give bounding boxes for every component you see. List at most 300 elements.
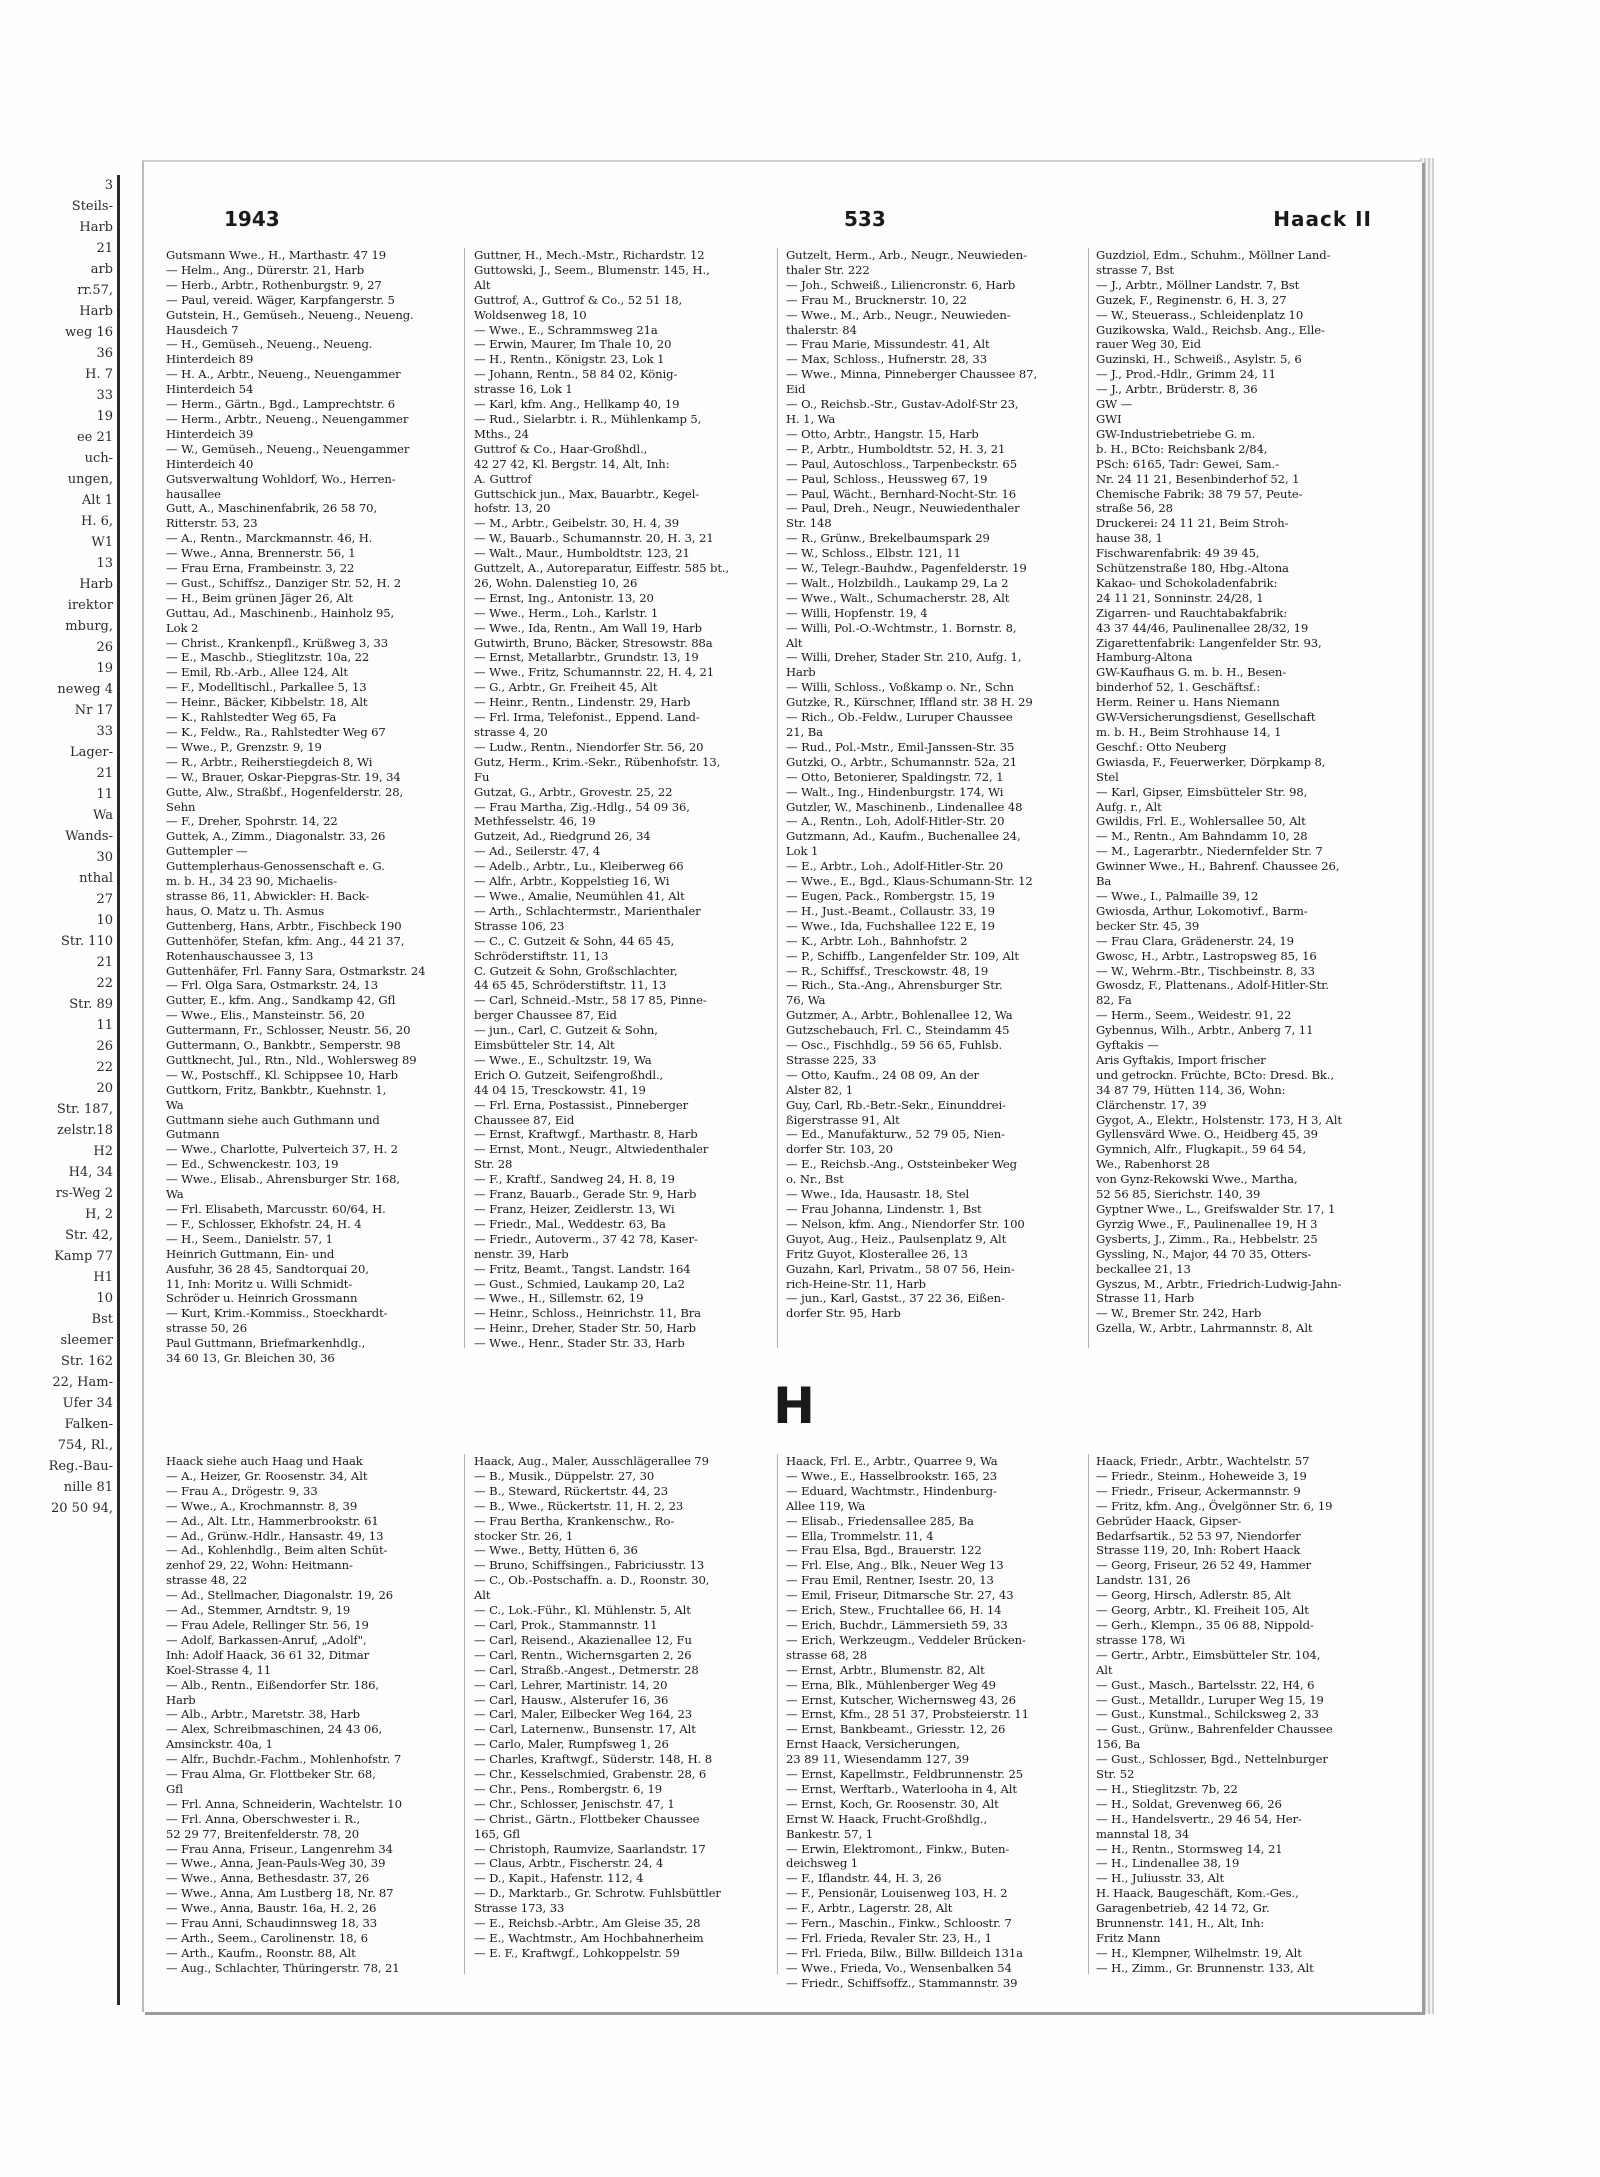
directory-entry-line: 33 bbox=[96, 388, 113, 403]
directory-entry-line: Gutter, E., kfm. Ang., Sandkamp 42, Gfl bbox=[166, 993, 396, 1008]
directory-entry-line: Schröderstiftstr. 11, 13 bbox=[474, 948, 609, 963]
directory-entry-line: — Wwe., M., Arb., Neugr., Neuwieden- bbox=[786, 307, 1011, 322]
directory-entry-line: — Otto, Arbtr., Hangstr. 15, Harb bbox=[786, 426, 979, 441]
directory-entry-line: — Ernst, Kfm., 28 51 37, Probsteierstr. 11 bbox=[786, 1707, 1029, 1722]
directory-entry-line: 44 04 15, Tresckowstr. 41, 19 bbox=[474, 1082, 646, 1097]
directory-entry-line: — Gust., Grünw., Bahrenfelder Chaussee bbox=[1096, 1722, 1333, 1737]
directory-entry-line: — Wwe., Anna, Am Lustberg 18, Nr. 87 bbox=[166, 1886, 394, 1901]
directory-entry-line: — Wwe., A., Krochmannstr. 8, 39 bbox=[166, 1498, 358, 1513]
directory-entry-line: Guttrof & Co., Haar-Großhdl., bbox=[474, 441, 648, 456]
directory-entry-line: — Chr., Schlosser, Jenischstr. 47, 1 bbox=[474, 1796, 675, 1811]
directory-entry-line: — Herm., Arbtr., Neueng., Neuengammer bbox=[166, 411, 409, 426]
directory-entry-line: Garagenbetrieb, 42 14 72, Gr. bbox=[1096, 1901, 1270, 1916]
directory-entry-line: — Fritz, Beamt., Tangst. Landstr. 164 bbox=[474, 1261, 691, 1276]
directory-entry-line: — W., Bauarb., Schumannstr. 20, H. 3, 21 bbox=[474, 531, 714, 546]
directory-entry-line: — Otto, Kaufm., 24 08 09, An der bbox=[786, 1067, 979, 1082]
directory-entry-line: Fritz Guyot, Klosterallee 26, 13 bbox=[786, 1246, 968, 1261]
directory-entry-line: — Eduard, Wachtmstr., Hindenburg- bbox=[786, 1483, 997, 1498]
directory-entry-line: — Nelson, kfm. Ang., Niendorfer Str. 100 bbox=[786, 1216, 1025, 1231]
directory-entry-line: — Carlo, Maler, Rumpfsweg 1, 26 bbox=[474, 1737, 669, 1752]
directory-entry-line: Gutmann bbox=[166, 1127, 220, 1142]
directory-entry-line: Gwiosda, Arthur, Lokomotivf., Barm- bbox=[1096, 903, 1308, 918]
directory-entry-line: — Erich, Buchdr., Lämmersieth 59, 33 bbox=[786, 1617, 1008, 1632]
directory-entry-line: Bankestr. 57, 1 bbox=[786, 1826, 874, 1841]
directory-entry-line: — A., Heizer, Gr. Roosenstr. 34, Alt bbox=[166, 1468, 368, 1483]
listing-column-top-1 bbox=[166, 248, 458, 1366]
directory-entry-line: — Charles, Kraftwgf., Süderstr. 148, H. 8 bbox=[474, 1752, 713, 1767]
directory-entry-line: — Paul, Wächt., Bernhard-Nocht-Str. 16 bbox=[786, 486, 1017, 501]
directory-entry-line: Herm. Reiner u. Hans Niemann bbox=[1096, 695, 1280, 710]
directory-entry-line: Strasse 11, Harb bbox=[1096, 1291, 1195, 1306]
directory-entry-line: — Ernst, Werftarb., Waterlooha in 4, Alt bbox=[786, 1781, 1017, 1796]
directory-entry-line: Gebrüder Haack, Gipser- bbox=[1096, 1513, 1242, 1528]
directory-entry-line: Gyssling, N., Major, 44 70 35, Otters- bbox=[1096, 1246, 1312, 1261]
directory-entry-line: Bst bbox=[91, 1312, 113, 1327]
directory-entry-line: Guttek, A., Zimm., Diagonalstr. 33, 26 bbox=[166, 829, 386, 844]
directory-entry-line: — H. A., Arbtr., Neueng., Neuengammer bbox=[166, 367, 401, 382]
directory-entry-line: rauer Weg 30, Eid bbox=[1096, 337, 1201, 352]
directory-entry-line: — Frau Clara, Grädenerstr. 24, 19 bbox=[1096, 933, 1294, 948]
column-rule bbox=[464, 1454, 465, 1974]
directory-entry-line: GW-Versicherungsdienst, Gesellschaft bbox=[1096, 710, 1316, 725]
directory-entry-line: Lok 1 bbox=[786, 844, 819, 859]
directory-entry-line: — Elisab., Friedensallee 285, Ba bbox=[786, 1513, 974, 1528]
directory-entry-line: o. Nr., Bst bbox=[786, 1172, 844, 1187]
directory-entry-line: Methfesselstr. 46, 19 bbox=[474, 814, 596, 829]
directory-entry-line: Guttschick jun., Max, Bauarbtr., Kegel- bbox=[474, 486, 700, 501]
directory-entry-line: — Arth., Seem., Carolinenstr. 18, 6 bbox=[166, 1931, 368, 1945]
directory-entry-line: Rotenhauschaussee 3, 13 bbox=[166, 948, 314, 963]
directory-entry-line: 23 89 11, Wiesendamm 127, 39 bbox=[786, 1752, 970, 1767]
directory-entry-line: — Carl, Laternenw., Bunsenstr. 17, Alt bbox=[474, 1722, 696, 1737]
directory-entry-line: — Willi, Dreher, Stader Str. 210, Aufg. 1, bbox=[786, 650, 1022, 665]
directory-entry-line: — Ad., Stellmacher, Diagonalstr. 19, 26 bbox=[166, 1588, 394, 1603]
directory-entry-line: H1 bbox=[93, 1270, 113, 1285]
directory-entry-line: Koel-Strasse 4, 11 bbox=[166, 1662, 272, 1677]
directory-entry-line: — Max, Schloss., Hufnerstr. 28, 33 bbox=[786, 352, 987, 367]
directory-entry-line: — Walt., Ing., Hindenburgstr. 174, Wi bbox=[786, 784, 1004, 799]
directory-entry-line: — Wwe., Charlotte, Pulverteich 37, H. 2 bbox=[166, 1142, 398, 1157]
directory-entry-line: Nr 17 bbox=[74, 703, 113, 718]
directory-entry-line: — Ella, Trommelstr. 11, 4 bbox=[786, 1528, 934, 1543]
page-edge bbox=[1420, 158, 1434, 2014]
directory-entry-line: — Wwe., Ida, Rentn., Am Wall 19, Harb bbox=[474, 620, 702, 635]
directory-entry-line: — Franz, Heizer, Zeidlerstr. 13, Wi bbox=[474, 1202, 675, 1216]
directory-entry-line: strasse 16, Lok 1 bbox=[474, 382, 573, 397]
directory-entry-line: H, 2 bbox=[85, 1207, 113, 1222]
directory-entry-line: Str. 89 bbox=[69, 997, 113, 1012]
directory-entry-line: PSch: 6165, Tadr: Gewei, Sam.- bbox=[1096, 456, 1279, 471]
directory-entry-line: Guttrof, A., Guttrof & Co., 52 51 18, bbox=[474, 292, 683, 307]
directory-entry-line: 36 bbox=[96, 346, 113, 361]
directory-entry-line: Guttner, H., Mech.-Mstr., Richardstr. 12 bbox=[474, 248, 705, 262]
directory-entry-line: strasse 86, 11, Abwickler: H. Back- bbox=[166, 888, 370, 903]
directory-entry-line: — Wwe., Anna, Jean-Pauls-Weg 30, 39 bbox=[166, 1856, 386, 1871]
directory-entry-line: W1 bbox=[91, 535, 113, 550]
directory-entry-line: — Frl. Erna, Postassist., Pinneberger bbox=[474, 1097, 689, 1112]
directory-entry-line: Gutte, Alw., Straßbf., Hogenfelderstr. 28, bbox=[166, 784, 404, 799]
directory-entry-line: — Wwe., P., Grenzstr. 9, 19 bbox=[166, 739, 322, 754]
directory-entry-line: — H., Klempner, Wilhelmstr. 19, Alt bbox=[1096, 1945, 1302, 1960]
directory-entry-line: — W., Wehrm.-Btr., Tischbeinstr. 8, 33 bbox=[1096, 963, 1315, 978]
directory-entry-line: — Frau Adele, Rellinger Str. 56, 19 bbox=[166, 1617, 369, 1632]
directory-entry-line: — H., Zimm., Gr. Brunnenstr. 133, Alt bbox=[1096, 1960, 1314, 1975]
directory-entry-line: — Willi, Hopfenstr. 19, 4 bbox=[786, 605, 928, 620]
directory-entry-line: — H., Seem., Danielstr. 57, 1 bbox=[166, 1231, 333, 1246]
directory-entry-line: — Wwe., H., Sillemstr. 62, 19 bbox=[474, 1291, 644, 1306]
directory-entry-line: — Wwe., E., Schultzstr. 19, Wa bbox=[474, 1052, 652, 1067]
directory-entry-line: Gyszus, M., Arbtr., Friedrich-Ludwig-Jahn- bbox=[1096, 1276, 1342, 1291]
directory-entry-line: Wands- bbox=[65, 829, 113, 844]
directory-entry-line: m. b. H., 34 23 90, Michaelis- bbox=[166, 874, 337, 889]
directory-entry-line: Amsinckstr. 40a, 1 bbox=[166, 1737, 273, 1752]
directory-entry-line: — Frl. Elisabeth, Marcusstr. 60/64, H. bbox=[166, 1202, 386, 1216]
directory-entry-line: Guttzelt, A., Autoreparatur, Eiffestr. 585 bt., bbox=[474, 561, 730, 576]
directory-entry-line: Zigarren- und Rauchtabakfabrik: bbox=[1096, 605, 1288, 620]
directory-entry-line: — K., Arbtr. Loh., Bahnhofstr. 2 bbox=[786, 933, 968, 948]
directory-entry-line: strasse 50, 26 bbox=[166, 1321, 247, 1336]
directory-entry-line: Strasse 106, 23 bbox=[474, 918, 565, 933]
directory-entry-line: 33 bbox=[96, 724, 113, 739]
directory-entry-line: m. b. H., Beim Strohhause 14, 1 bbox=[1096, 725, 1282, 739]
directory-entry-line: — F., Modelltischl., Parkallee 5, 13 bbox=[166, 680, 367, 695]
directory-entry-line: Harb bbox=[79, 304, 113, 319]
directory-entry-line: — Ad., Stemmer, Arndtstr. 9, 19 bbox=[166, 1603, 351, 1618]
directory-entry-line: Lok 2 bbox=[166, 620, 199, 635]
directory-entry-line: 44 65 45, Schröderstiftstr. 11, 13 bbox=[474, 978, 667, 993]
directory-entry-line: rr.57, bbox=[77, 283, 113, 298]
directory-entry-line: — W., Postschff., Kl. Schippsee 10, Harb bbox=[166, 1067, 398, 1082]
directory-entry-line: Clärchenstr. 17, 39 bbox=[1096, 1097, 1207, 1112]
directory-entry-line: Guttemplerhaus-Genossenschaft e. G. bbox=[166, 859, 385, 874]
directory-entry-line: — A., Rentn., Marckmannstr. 46, H. bbox=[166, 531, 373, 546]
directory-entry-line: zelstr.18 bbox=[56, 1123, 113, 1138]
directory-entry-line: — Emil, Friseur, Ditmarsche Str. 27, 43 bbox=[786, 1588, 1014, 1603]
directory-entry-line: — Wwe., Amalie, Neumühlen 41, Alt bbox=[474, 888, 685, 903]
directory-entry-line: — Paul, vereid. Wäger, Karpfangerstr. 5 bbox=[166, 292, 395, 307]
directory-entry-line: — Eugen, Pack., Rombergstr. 15, 19 bbox=[786, 888, 995, 903]
directory-entry-line: — Bruno, Schiffsingen., Fabriciusstr. 13 bbox=[474, 1558, 705, 1573]
directory-entry-line: weg 16 bbox=[65, 325, 113, 340]
directory-entry-line: — Wwe., Minna, Pinneberger Chaussee 87, bbox=[786, 367, 1038, 382]
directory-entry-line: arb bbox=[90, 262, 113, 277]
directory-entry-line: irektor bbox=[67, 598, 113, 613]
directory-entry-line: Ufer 34 bbox=[62, 1396, 113, 1411]
directory-entry-line: Haack siehe auch Haag und Haak bbox=[166, 1454, 363, 1468]
directory-entry-line: Sehn bbox=[166, 799, 196, 814]
directory-entry-line: — Friedr., Mal., Weddestr. 63, Ba bbox=[474, 1216, 666, 1231]
directory-entry-line: Str. 187, bbox=[56, 1102, 113, 1117]
directory-entry-line: — H., Soldat, Grevenweg 66, 26 bbox=[1096, 1796, 1282, 1811]
directory-entry-line: strasse 4, 20 bbox=[474, 725, 548, 739]
directory-entry-line: Falken- bbox=[64, 1417, 113, 1432]
directory-entry-line: Druckerei: 24 11 21, Beim Stroh- bbox=[1096, 516, 1289, 531]
directory-entry-line: deichsweg 1 bbox=[786, 1856, 859, 1871]
directory-entry-line: — Karl, Gipser, Eimsbütteler Str. 98, bbox=[1096, 784, 1308, 799]
directory-entry-line: Guzikowska, Wald., Reichsb. Ang., Elle- bbox=[1096, 322, 1325, 337]
directory-entry-line: Guy, Carl, Rb.-Betr.-Sekr., Einunddrei- bbox=[786, 1097, 1006, 1112]
directory-entry-line: — Wwe., Elis., Mansteinstr. 56, 20 bbox=[166, 1008, 365, 1023]
directory-entry-line: — Erwin, Elektromont., Finkw., Buten- bbox=[786, 1841, 1010, 1856]
directory-entry-line: Gwosdz, F., Plattenans., Adolf-Hitler-Str. bbox=[1096, 978, 1329, 993]
directory-entry-line: Gutwirth, Bruno, Bäcker, Stresowstr. 88a bbox=[474, 635, 713, 650]
directory-entry-line: Steils- bbox=[71, 199, 113, 214]
directory-entry-line: — Erich, Werkzeugm., Veddeler Brücken- bbox=[786, 1632, 1026, 1647]
directory-entry-line: — Frl. Anna, Oberschwester i. R., bbox=[166, 1811, 361, 1826]
directory-entry-line: Strasse 225, 33 bbox=[786, 1052, 877, 1067]
directory-entry-line: Guttau, Ad., Maschinenb., Hainholz 95, bbox=[166, 605, 395, 620]
directory-entry-line: berger Chaussee 87, Eid bbox=[474, 1008, 617, 1023]
directory-entry-line: Haack, Frl. E., Arbtr., Quarree 9, Wa bbox=[786, 1454, 998, 1468]
directory-entry-line: Gutt, A., Maschinenfabrik, 26 58 70, bbox=[166, 501, 378, 516]
directory-entry-line: Gybennus, Wilh., Arbtr., Anberg 7, 11 bbox=[1096, 1023, 1314, 1038]
directory-entry-line: — Wwe., Anna, Baustr. 16a, H. 2, 26 bbox=[166, 1901, 377, 1916]
directory-entry-line: Hinterdeich 54 bbox=[166, 382, 254, 397]
directory-entry-line: — Wwe., Ida, Hausastr. 18, Stel bbox=[786, 1187, 970, 1202]
directory-entry-line: — Alfr., Buchdr.-Fachm., Mohlenhofstr. 7 bbox=[166, 1752, 402, 1767]
directory-entry-line: Brunnenstr. 141, H., Alt, Inh: bbox=[1096, 1916, 1265, 1931]
directory-entry-line: Gygot, A., Elektr., Holstenstr. 173, H 3, Alt bbox=[1096, 1112, 1342, 1127]
directory-entry-line: — Ed., Schwenckestr. 103, 19 bbox=[166, 1157, 339, 1172]
directory-entry-line: Woldsenweg 18, 10 bbox=[474, 307, 587, 322]
directory-entry-line: — D., Marktarb., Gr. Schrotw. Fuhlsbüttler bbox=[474, 1886, 721, 1901]
directory-entry-line: — Ernst, Koch, Gr. Roosenstr. 30, Alt bbox=[786, 1796, 999, 1811]
directory-entry-line: — H., Rentn., Stormsweg 14, 21 bbox=[1096, 1841, 1283, 1856]
directory-entry-line: — Carl, Straßb.-Angest., Detmerstr. 28 bbox=[474, 1662, 699, 1677]
directory-entry-line: 165, Gfl bbox=[474, 1826, 520, 1841]
directory-entry-line: hause 38, 1 bbox=[1096, 531, 1163, 546]
directory-entry-line: H2 bbox=[93, 1144, 113, 1159]
directory-entry-line: — Frau Bertha, Krankenschw., Ro- bbox=[474, 1513, 675, 1528]
adjacent-page-fragment bbox=[0, 175, 120, 2005]
directory-entry-line: Guttermann, Fr., Schlosser, Neustr. 56, 20 bbox=[166, 1023, 411, 1038]
directory-entry-line: — Friedr., Autoverm., 37 42 78, Kaser- bbox=[474, 1231, 698, 1246]
directory-entry-line: Eimsbütteler Str. 14, Alt bbox=[474, 1038, 615, 1053]
directory-entry-line: Hinterdeich 39 bbox=[166, 426, 254, 441]
directory-entry-line: — Ad., Grünw.-Hdlr., Hansastr. 49, 13 bbox=[166, 1528, 384, 1543]
directory-entry-line: ßigerstrasse 91, Alt bbox=[786, 1112, 900, 1127]
directory-entry-line: H. 6, bbox=[80, 514, 113, 529]
directory-entry-line: strasse 68, 28 bbox=[786, 1647, 867, 1662]
directory-entry-line: — Ernst, Ing., Antonistr. 13, 20 bbox=[474, 590, 654, 605]
directory-entry-line: — W., Steuerass., Schleidenplatz 10 bbox=[1096, 307, 1304, 322]
directory-entry-line: Harb bbox=[79, 577, 113, 592]
directory-entry-line: Harb bbox=[786, 665, 816, 680]
directory-entry-line: — Chr., Kesselschmied, Grabenstr. 28, 6 bbox=[474, 1767, 707, 1782]
directory-entry-line: — F., Pensionär, Louisenweg 103, H. 2 bbox=[786, 1886, 1008, 1901]
directory-entry-line: — Wwe., Henr., Stader Str. 33, Harb bbox=[474, 1336, 685, 1351]
directory-entry-line: — Frl. Frieda, Revaler Str. 23, H., 1 bbox=[786, 1931, 992, 1945]
directory-entry-line: 34 87 79, Hütten 114, 36, Wohn: bbox=[1096, 1082, 1286, 1097]
directory-entry-line: — B., Wwe., Rückertstr. 11, H. 2, 23 bbox=[474, 1498, 684, 1513]
directory-entry-line: strasse 48, 22 bbox=[166, 1573, 247, 1588]
directory-entry-line: — Georg, Hirsch, Adlerstr. 85, Alt bbox=[1096, 1588, 1291, 1603]
directory-entry-line: 22, Ham- bbox=[52, 1375, 113, 1390]
directory-entry-line: 52 29 77, Breitenfelderstr. 78, 20 bbox=[166, 1826, 360, 1841]
directory-entry-line: — A., Rentn., Loh, Adolf-Hitler-Str. 20 bbox=[786, 814, 1005, 829]
directory-entry-line: — H., Stieglitzstr. 7b, 22 bbox=[1096, 1781, 1238, 1796]
directory-entry-line: 754, Rl., bbox=[57, 1438, 113, 1453]
directory-entry-line: — Frau M., Brucknerstr. 10, 22 bbox=[786, 292, 967, 307]
directory-entry-line: — Adelb., Arbtr., Lu., Kleiberweg 66 bbox=[474, 859, 684, 874]
directory-entry-line: Guttowski, J., Seem., Blumenstr. 145, H., bbox=[474, 262, 710, 277]
directory-entry-line: — Heinr., Schloss., Heinrichstr. 11, Bra bbox=[474, 1306, 701, 1321]
directory-entry-line: 42 27 42, Kl. Bergstr. 14, Alt, Inh: bbox=[474, 456, 670, 471]
directory-entry-line: Eid bbox=[786, 382, 806, 397]
directory-entry-line: — R., Schiffsf., Tresckowstr. 48, 19 bbox=[786, 963, 989, 978]
directory-entry-line: Str. 148 bbox=[786, 516, 832, 531]
directory-entry-line: Str. 110 bbox=[61, 934, 113, 949]
directory-entry-line: 21, Ba bbox=[786, 725, 823, 739]
directory-entry-line: Gutzler, W., Maschinenb., Lindenallee 48 bbox=[786, 799, 1023, 814]
directory-entry-line: Guttkorn, Fritz, Bankbtr., Kuehnstr. 1, bbox=[166, 1082, 387, 1097]
directory-entry-line: We., Rabenhorst 28 bbox=[1096, 1157, 1210, 1172]
directory-entry-line: — Johann, Rentn., 58 84 02, König- bbox=[474, 367, 678, 382]
directory-entry-line: — Erna, Blk., Mühlenberger Weg 49 bbox=[786, 1677, 996, 1692]
directory-entry-line: 26 bbox=[96, 1039, 113, 1054]
directory-entry-line: Guttermann, O., Bankbtr., Semperstr. 98 bbox=[166, 1038, 401, 1053]
directory-entry-line: H. 1, Wa bbox=[786, 411, 836, 426]
directory-entry-line: Nr. 24 11 21, Besenbinderhof 52, 1 bbox=[1096, 471, 1300, 486]
directory-entry-line: — M., Rentn., Am Bahndamm 10, 28 bbox=[1096, 829, 1308, 844]
directory-entry-line: — H., Just.-Beamt., Collaustr. 33, 19 bbox=[786, 903, 995, 918]
directory-entry-line: Landstr. 131, 26 bbox=[1096, 1573, 1191, 1588]
directory-entry-line: Wa bbox=[166, 1187, 184, 1202]
directory-entry-line: Hinterdeich 89 bbox=[166, 352, 254, 367]
directory-entry-line: Erich O. Gutzeit, Seifengroßhdl., bbox=[474, 1067, 664, 1082]
directory-entry-line: — Georg, Arbtr., Kl. Freiheit 105, Alt bbox=[1096, 1603, 1309, 1618]
directory-entry-line: Str. 52 bbox=[1096, 1767, 1135, 1782]
directory-entry-line: — Frau Alma, Gr. Flottbeker Str. 68, bbox=[166, 1767, 376, 1782]
directory-entry-line: — Rich., Sta.-Ang., Ahrensburger Str. bbox=[786, 978, 1003, 993]
header-year: 1943 bbox=[224, 207, 280, 231]
directory-entry-line: — Wwe., E., Bgd., Klaus-Schumann-Str. 12 bbox=[786, 874, 1033, 889]
directory-entry-line: — Frau Emil, Rentner, Isestr. 20, 13 bbox=[786, 1573, 994, 1588]
directory-entry-line: Guttknecht, Jul., Rtn., Nld., Wohlersweg 89 bbox=[166, 1052, 417, 1067]
header-page-number: 533 bbox=[844, 207, 886, 231]
directory-entry-line: nthal bbox=[79, 871, 113, 886]
column-rule bbox=[1088, 1454, 1089, 1974]
directory-entry-line: Strasse 173, 33 bbox=[474, 1901, 565, 1916]
directory-entry-line: 43 37 44/46, Paulinenallee 28/32, 19 bbox=[1096, 620, 1309, 635]
directory-entry-line: — Fern., Maschin., Finkw., Schloostr. 7 bbox=[786, 1916, 1012, 1931]
directory-entry-line: — Ernst, Kraftwgf., Marthastr. 8, Harb bbox=[474, 1127, 698, 1142]
directory-entry-line: — E. F., Kraftwgf., Lohkoppelstr. 59 bbox=[474, 1945, 680, 1960]
directory-entry-line: Gyllensvärd Wwe. O., Heidberg 45, 39 bbox=[1096, 1127, 1318, 1142]
directory-entry-line: — Wwe., Elisab., Ahrensburger Str. 168, bbox=[166, 1172, 401, 1187]
directory-entry-line: Gutzke, R., Kürschner, Iffland str. 38 H. 29 bbox=[786, 695, 1033, 710]
directory-entry-line: — Heinr., Bäcker, Kibbelstr. 18, Alt bbox=[166, 695, 368, 710]
directory-entry-line: 52 56 85, Sierichstr. 140, 39 bbox=[1096, 1187, 1261, 1202]
directory-entry-line: 30 bbox=[96, 850, 113, 865]
directory-entry-line: — Osc., Fischhdlg., 59 56 65, Fuhlsb. bbox=[786, 1038, 1003, 1053]
directory-entry-line: — Frl. Irma, Telefonist., Eppend. Land- bbox=[474, 710, 700, 725]
directory-entry-line: hofstr. 13, 20 bbox=[474, 501, 551, 516]
directory-entry-line: — Carl, Hausw., Alsterufer 16, 36 bbox=[474, 1692, 669, 1707]
directory-entry-line: Harb bbox=[79, 220, 113, 235]
directory-entry-line: — Adolf, Barkassen-Anruf, „Adolf", bbox=[166, 1632, 367, 1647]
directory-entry-line: — R., Grünw., Brekelbaumspark 29 bbox=[786, 531, 990, 546]
directory-entry-line: — E., Reichsb.-Ang., Oststeinbeker Weg bbox=[786, 1157, 1017, 1172]
listing-column-top-4 bbox=[1096, 248, 1388, 1358]
directory-entry-line: 10 bbox=[96, 913, 113, 928]
directory-entry-line: — H., Gemüseh., Neueng., Neueng. bbox=[166, 337, 373, 352]
directory-entry-line: — G., Arbtr., Gr. Freiheit 45, Alt bbox=[474, 680, 658, 695]
directory-entry-line: — Wwe., Betty, Hütten 6, 36 bbox=[474, 1543, 638, 1558]
directory-entry-line: Gutzmer, A., Arbtr., Bohlenallee 12, Wa bbox=[786, 1008, 1013, 1023]
directory-entry-line: strasse 7, Bst bbox=[1096, 262, 1174, 277]
directory-entry-line: 82, Fa bbox=[1096, 993, 1132, 1008]
directory-entry-line: Gutzelt, Herm., Arb., Neugr., Neuwieden- bbox=[786, 248, 1027, 262]
directory-entry-line: — H., Beim grünen Jäger 26, Alt bbox=[166, 590, 353, 605]
directory-entry-line: — Willi, Pol.-O.-Wchtmstr., 1. Bornstr. 8, bbox=[786, 620, 1017, 635]
directory-entry-line: — Alex, Schreibmaschinen, 24 43 06, bbox=[166, 1722, 383, 1737]
directory-entry-line: — Gust., Schiffsz., Danziger Str. 52, H. 2 bbox=[166, 575, 402, 590]
directory-entry-line: Ernst W. Haack, Frucht-Großhdlg., bbox=[786, 1811, 988, 1826]
directory-entry-line: 22 bbox=[96, 976, 113, 991]
directory-entry-line: — E., Maschb., Stieglitzstr. 10a, 22 bbox=[166, 650, 370, 665]
directory-entry-line: — Ernst, Kutscher, Wichernsweg 43, 26 bbox=[786, 1692, 1016, 1707]
directory-entry-line: — Rich., Ob.-Feldw., Luruper Chaussee bbox=[786, 710, 1013, 725]
directory-entry-line: — B., Steward, Rückertstr. 44, 23 bbox=[474, 1483, 669, 1498]
directory-entry-line: A. Guttrof bbox=[474, 471, 532, 486]
directory-entry-line: Strasse 119, 20, Inh: Robert Haack bbox=[1096, 1543, 1301, 1558]
directory-entry-line: — Gertr., Arbtr., Eimsbütteler Str. 104, bbox=[1096, 1647, 1321, 1662]
section-letter: H bbox=[773, 1377, 815, 1435]
directory-entry-line: nille 81 bbox=[63, 1480, 113, 1495]
directory-entry-line: Mths., 24 bbox=[474, 426, 529, 441]
directory-entry-line: H4, 34 bbox=[68, 1165, 113, 1180]
directory-entry-line: Gysberts, J., Zimm., Ra., Hebbelstr. 25 bbox=[1096, 1231, 1318, 1246]
column-rule bbox=[1088, 248, 1089, 1348]
directory-entry-line: Hinterdeich 40 bbox=[166, 456, 254, 471]
directory-entry-line: — Wwe., Anna, Bethesdastr. 37, 26 bbox=[166, 1871, 370, 1886]
directory-entry-line: — Frl. Olga Sara, Ostmarkstr. 24, 13 bbox=[166, 978, 378, 993]
directory-entry-line: Harb bbox=[166, 1692, 196, 1707]
directory-entry-line: — Wwe., Frieda, Vo., Wensenbalken 54 bbox=[786, 1960, 1012, 1975]
directory-entry-line: — Alfr., Arbtr., Koppelstieg 16, Wi bbox=[474, 874, 670, 889]
directory-entry-line: 3 bbox=[104, 178, 113, 193]
directory-entry-line: — Ernst, Arbtr., Blumenstr. 82, Alt bbox=[786, 1662, 985, 1677]
directory-entry-line: — F., Schlosser, Ekhofstr. 24, H. 4 bbox=[166, 1216, 362, 1231]
directory-entry-line: — F., Kraftf., Sandweg 24, H. 8, 19 bbox=[474, 1172, 675, 1187]
header-running-head: Haack II bbox=[1273, 207, 1372, 231]
directory-entry-line: — Kurt, Krim.-Kommiss., Stoeckhardt- bbox=[166, 1306, 388, 1321]
directory-entry-line: — Ad., Kohlenhdlg., Beim alten Schüt- bbox=[166, 1543, 388, 1558]
directory-entry-line: Aris Gyftakis, Import frischer bbox=[1096, 1052, 1266, 1067]
directory-entry-line: becker Str. 45, 39 bbox=[1096, 918, 1200, 933]
directory-entry-line: 21 bbox=[96, 766, 113, 781]
directory-entry-line: — Christ., Krankenpfl., Krüßweg 3, 33 bbox=[166, 635, 389, 650]
directory-entry-line: GW — bbox=[1096, 397, 1133, 412]
directory-entry-line: Allee 119, Wa bbox=[786, 1498, 866, 1513]
directory-entry-line: — Paul, Schloss., Heussweg 67, 19 bbox=[786, 471, 988, 486]
directory-entry-line: thaler Str. 222 bbox=[786, 262, 870, 277]
directory-entry-line: — Paul, Dreh., Neugr., Neuwiedenthaler bbox=[786, 501, 1020, 516]
directory-entry-line: sleemer bbox=[60, 1333, 113, 1348]
page-header bbox=[224, 207, 1372, 237]
directory-entry-line: zenhof 29, 22, Wohn: Heitmann- bbox=[166, 1558, 353, 1573]
directory-entry-line: 11 bbox=[96, 1018, 113, 1033]
directory-entry-line: Gwosc, H., Arbtr., Lastropsweg 85, 16 bbox=[1096, 948, 1317, 963]
directory-entry-line: Lager- bbox=[69, 745, 113, 760]
directory-entry-line: — E., Wachtmstr., Am Hochbahnerheim bbox=[474, 1931, 704, 1945]
directory-entry-line: Guzdziol, Edm., Schuhm., Möllner Land- bbox=[1096, 248, 1331, 262]
directory-entry-line: Gutstein, H., Gemüseh., Neueng., Neueng. bbox=[166, 307, 414, 322]
directory-entry-line: — Ad., Alt. Ltr., Hammerbrookstr. 61 bbox=[166, 1513, 379, 1528]
directory-entry-line: binderhof 52, 1. Geschäftsf.: bbox=[1096, 680, 1261, 695]
column-rule bbox=[777, 1454, 778, 1974]
